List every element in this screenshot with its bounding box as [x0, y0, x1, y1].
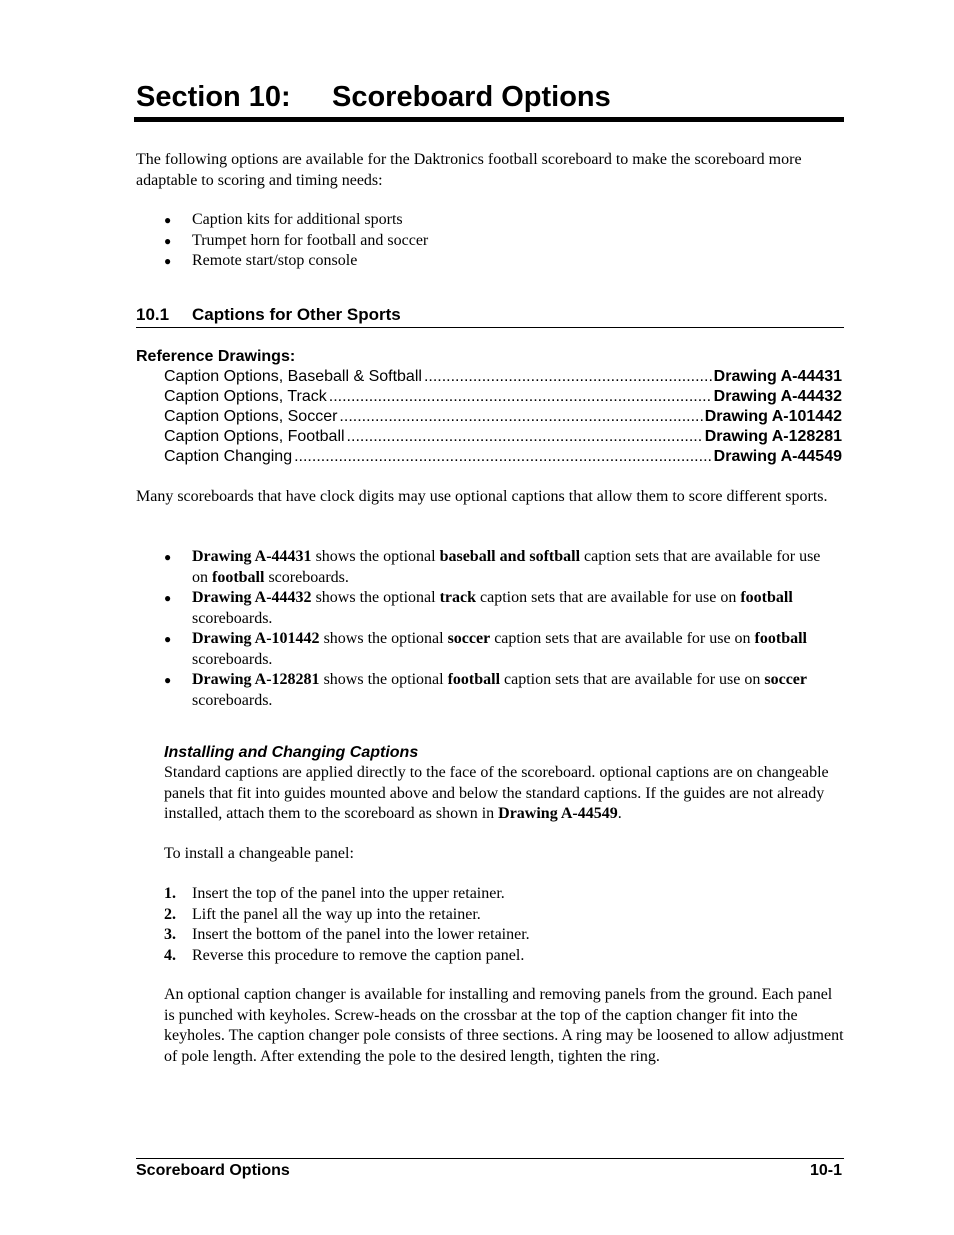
list-item: 3. Insert the bottom of the panel into the lower retainer.	[164, 926, 530, 943]
footer-rule	[136, 1158, 844, 1159]
list-item: Caption Options, Track ..... Drawing A-44432	[164, 387, 842, 407]
installing-heading: Installing and Changing Captions	[164, 744, 419, 761]
title-rule	[134, 117, 844, 122]
list-item: ● Trumpet horn for football and soccer	[164, 231, 429, 249]
subsection-number: 10.1	[136, 305, 170, 324]
list-item: ● Caption kits for additional sports	[164, 211, 403, 228]
page-number: 10-1	[809, 1162, 842, 1179]
list-item: ● Drawing A-44431 shows the optional baseball and softball caption sets that are available for use on football scoreboards.	[164, 548, 821, 586]
section-title	[136, 79, 844, 115]
list-item: ● Drawing A-44432 shows the optional track caption sets that are available for use on football scoreboards.	[164, 589, 793, 627]
options-list	[136, 210, 844, 272]
subsection-rule	[136, 327, 844, 328]
list-item: ● Remote start/stop console	[164, 252, 358, 269]
install-intro: To install a changeable panel:	[164, 845, 354, 862]
reference-heading: Reference Drawings:	[136, 348, 296, 365]
install-steps	[164, 884, 530, 966]
page-footer	[136, 1161, 842, 1181]
list-item: 1. Insert the top of the panel into the upper retainer.	[164, 885, 505, 902]
drawings-list	[136, 547, 840, 711]
caption-changer-paragraph: An optional caption changer is available for installing and removing panels from the ground. Each panel is punched with keyholes. Screw-heads on the crossbar at the top of the caption changer fit into the keyholes. The caption changer pole consists of three sections. A ring may be loosened to allow adjustment of pole length. After extending the pole to the desired length, tighten the ring.	[164, 986, 844, 1065]
section-number: Section 10:	[136, 81, 291, 113]
installing-paragraph: Standard captions are applied directly to the face of the scoreboard. optional captions are on changeable panels that fit into guides mounted above and below the standard captions. If the guides are not already installed, attach them to the scoreboard as shown in Drawing A-44549.	[164, 764, 829, 822]
reference-list	[164, 367, 842, 467]
list-item: Caption Changing ..... Drawing A-44549	[164, 447, 842, 467]
list-item: ● Drawing A-128281 shows the optional football caption sets that are available for use on soccer scoreboards.	[164, 671, 807, 709]
section-name: Scoreboard Options	[332, 81, 611, 113]
list-item: Caption Options, Baseball & Softball ..... Drawing A-44431	[164, 367, 842, 387]
list-item: 4. Reverse this procedure to remove the caption panel.	[164, 946, 525, 964]
scoreboards-paragraph: Many scoreboards that have clock digits may use optional captions that allow them to score different sports.	[136, 488, 828, 505]
list-item: ● Drawing A-101442 shows the optional soccer caption sets that are available for use on football scoreboards.	[164, 630, 807, 668]
subsection-name: Captions for Other Sports	[192, 305, 401, 324]
subsection-title	[136, 304, 844, 326]
list-item: Caption Options, Soccer ..... Drawing A-101442	[164, 407, 842, 427]
footer-title: Scoreboard Options	[136, 1162, 290, 1179]
list-item: Caption Options, Football ..... Drawing A-128281	[164, 427, 842, 447]
list-item: 2. Lift the panel all the way up into the retainer.	[164, 905, 481, 923]
intro-paragraph: The following options are available for the Daktronics football scoreboard to make the scoreboard more adaptable to scoring and timing needs:	[136, 151, 802, 189]
